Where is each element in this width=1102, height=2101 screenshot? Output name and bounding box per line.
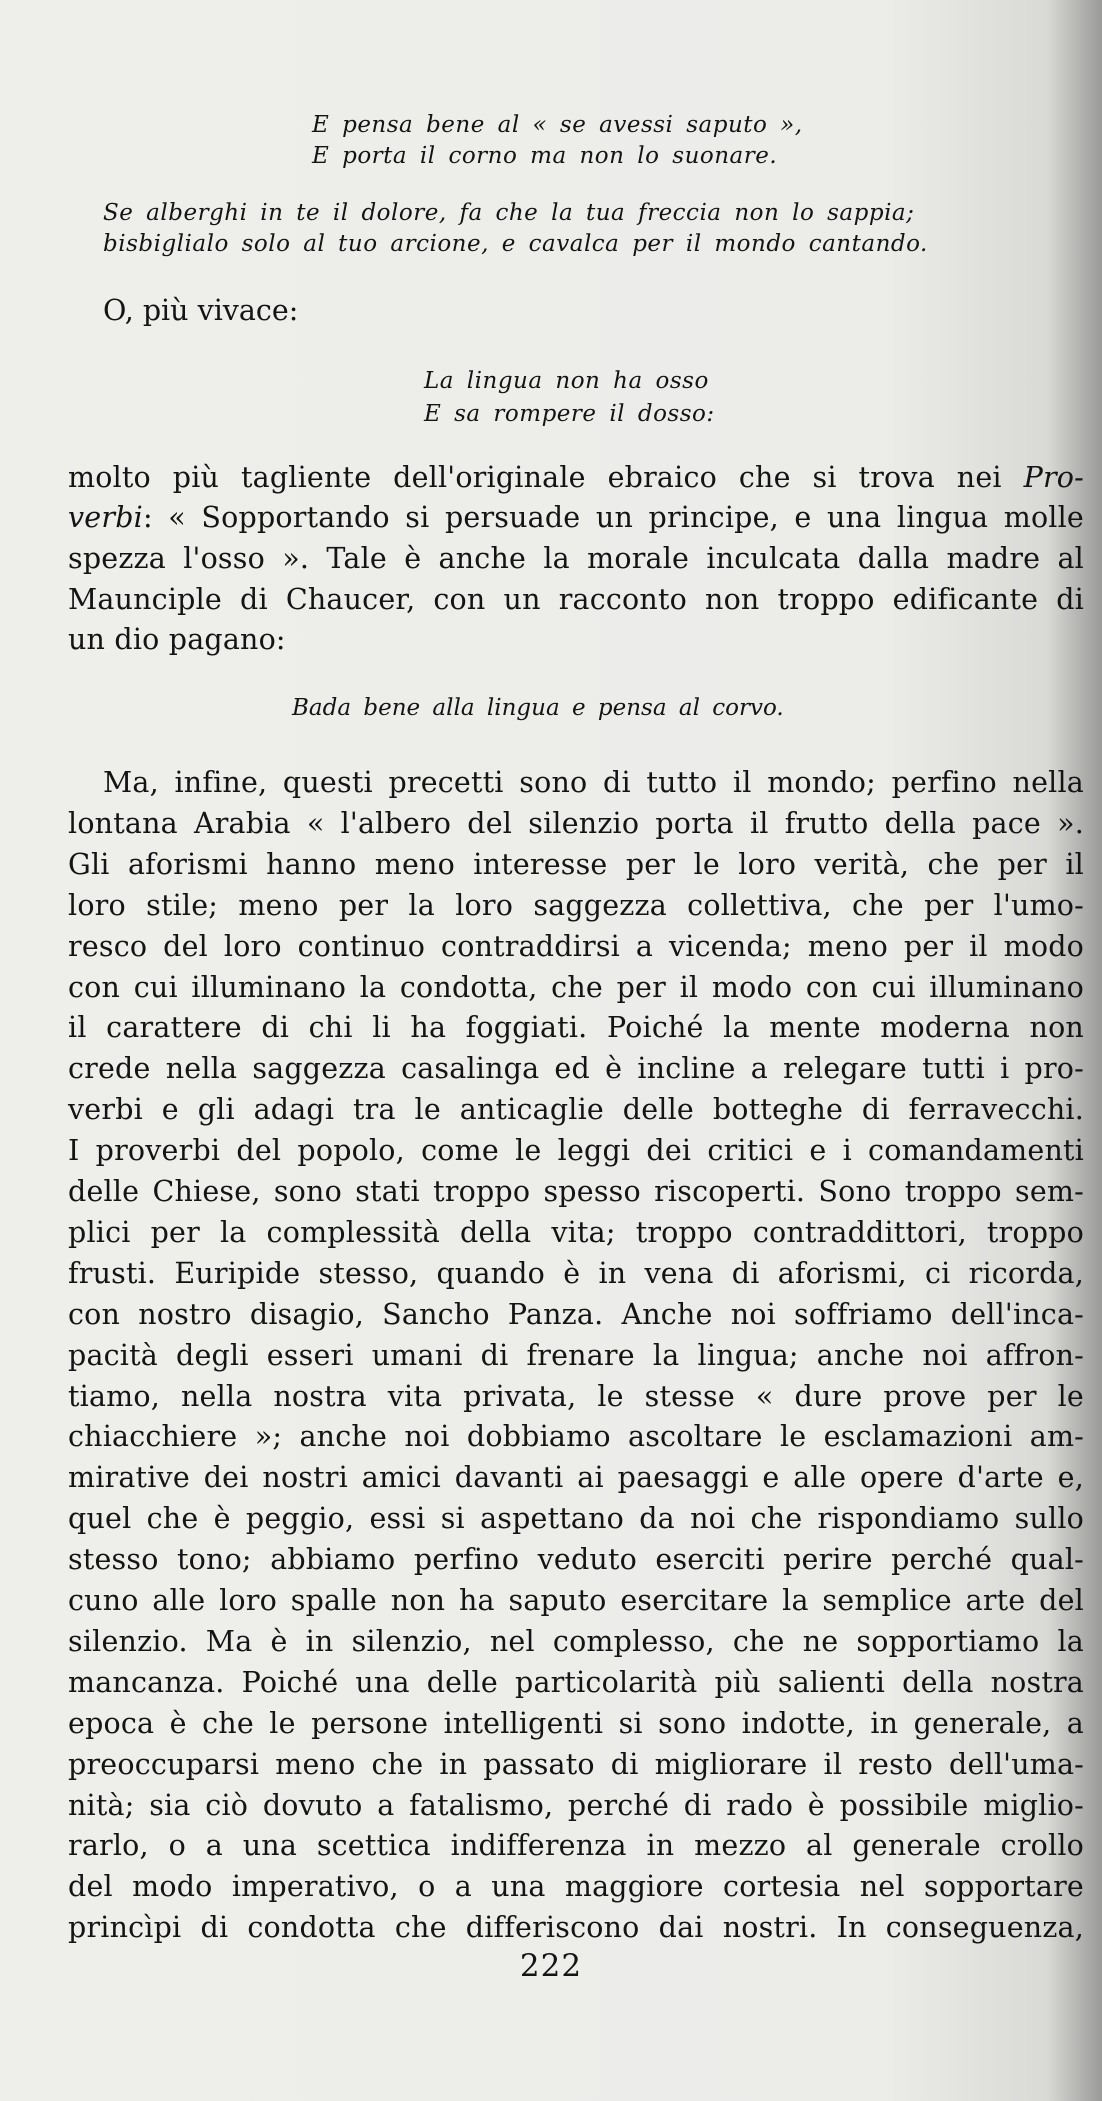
verse-line: E porta il corno ma non lo suonare. xyxy=(312,143,778,169)
italic-span: Pro- xyxy=(1023,461,1084,494)
paragraph-2-line: lontana Arabia « l'albero del silenzio porta il frutto della pace ». xyxy=(68,806,1084,840)
paragraph-2-line: crede nella saggezza casalinga ed è incline a relegare tutti i pro- xyxy=(68,1052,1084,1086)
paragraph-2-line: cuno alle loro spalle non ha saputo esercitare la semplice arte del xyxy=(68,1584,1084,1617)
paragraph-2-line: chiacchiere »; anche noi dobbiamo ascoltare le esclamazioni am- xyxy=(68,1420,1084,1454)
paragraph-1-line: spezza l'osso ». Tale è anche la morale inculcata dalla madre al xyxy=(68,542,1084,575)
paragraph-2-line: plici per la complessità della vita; troppo contraddittori, troppo xyxy=(68,1215,1084,1249)
paragraph-2-line: stesso tono; abbiamo perfino veduto eserciti perire perché qual- xyxy=(68,1543,1084,1577)
paragraph-2-line: Gli aforismi hanno meno interesse per le loro verità, che per il xyxy=(68,847,1084,881)
verse-line: La lingua non ha osso xyxy=(424,368,709,394)
paragraph-1-line: un dio pagano: xyxy=(68,623,286,656)
paragraph-2-line: epoca è che le persone intelligenti si sono indotte, in generale, a xyxy=(68,1706,1084,1740)
block-quote: Bada bene alla lingua e pensa al corvo. xyxy=(292,695,784,721)
text-span: molto più tagliente dell'originale ebraico che si trova nei xyxy=(68,461,1024,494)
paragraph-2-line: tiamo, nella nostra vita privata, le stesse « dure prove per le xyxy=(68,1379,1084,1413)
paragraph-2-line: mirative dei nostri amici davanti ai paesaggi e alle opere d'arte e, xyxy=(68,1461,1084,1495)
page-number: 222 xyxy=(519,1948,583,1984)
verse-stanza-2 xyxy=(103,198,928,260)
paragraph-2-line: rarlo, o a una scettica indifferenza in mezzo al generale crollo xyxy=(68,1829,1084,1863)
paragraph-2-line: mancanza. Poiché una delle particolarità più salienti della nostra xyxy=(68,1665,1084,1699)
verse-line: E sa rompere il dosso: xyxy=(424,401,715,427)
verse-stanza-3 xyxy=(424,366,715,430)
verse-line: Se alberghi in te il dolore, fa che la tua freccia non lo sappia; xyxy=(103,200,915,226)
paragraph-2-line: nità; sia ciò dovuto a fatalismo, perché di rado è possibile miglio- xyxy=(68,1788,1084,1822)
paragraph-2-line: Ma, infine, questi precetti sono di tutto il mondo; perfino nella xyxy=(103,766,1084,799)
paragraph-2-line: quel che è peggio, essi si aspettano da noi che rispondiamo sullo xyxy=(68,1502,1084,1536)
text-span: : « Sopportando si persuade un principe, e una lingua molle xyxy=(142,501,1084,534)
paragraph-1-line xyxy=(68,458,1084,498)
paragraph-2-line: preoccuparsi meno che in passato di migliorare il resto dell'uma- xyxy=(68,1747,1084,1781)
paragraph-2-line: loro stile; meno per la loro saggezza collettiva, che per l'umo- xyxy=(68,888,1084,922)
paragraph-2-line: con nostro disagio, Sancho Panza. Anche noi soffriamo dell'inca- xyxy=(68,1297,1084,1331)
paragraph-2-line: pacità degli esseri umani di frenare la lingua; anche noi affron- xyxy=(68,1338,1084,1372)
paragraph-2-line: verbi e gli adagi tra le anticaglie delle botteghe di ferravecchi. xyxy=(68,1093,1084,1127)
paragraph-2-line: il carattere di chi li ha foggiati. Poiché la mente moderna non xyxy=(68,1011,1084,1045)
paragraph-1-line: Maunciple di Chaucer, con un racconto non troppo edificante di xyxy=(68,583,1084,616)
paragraph-2-line: resco del loro continuo contraddirsi a vicenda; meno per il modo xyxy=(68,929,1084,963)
verse-stanza-1 xyxy=(312,110,803,172)
paragraph-2-line: del modo imperativo, o a una maggiore cortesia nel sopportare xyxy=(68,1870,1084,1904)
paragraph-2-line: delle Chiese, sono stati troppo spesso riscoperti. Sono troppo sem- xyxy=(68,1175,1084,1208)
verse-line: E pensa bene al « se avessi saputo », xyxy=(312,112,803,138)
lead-in-text: O, più vivace: xyxy=(103,294,299,327)
paragraph-1-line xyxy=(68,498,1084,538)
paragraph-2-line: princìpi di condotta che differiscono dai nostri. In conseguenza, xyxy=(68,1911,1084,1945)
italic-span: verbi xyxy=(68,501,143,534)
verse-line: bisbiglialo solo al tuo arcione, e cavalca per il mondo cantando. xyxy=(103,231,928,257)
paragraph-2-line: I proverbi del popolo, come le leggi dei critici e i comandamenti xyxy=(68,1134,1084,1168)
paragraph-2-line: silenzio. Ma è in silenzio, nel complesso, che ne sopportiamo la xyxy=(68,1624,1084,1658)
paragraph-2-line: con cui illuminano la condotta, che per il modo con cui illuminano xyxy=(68,970,1084,1004)
paragraph-2-line: frusti. Euripide stesso, quando è in vena di aforismi, ci ricorda, xyxy=(68,1256,1084,1290)
